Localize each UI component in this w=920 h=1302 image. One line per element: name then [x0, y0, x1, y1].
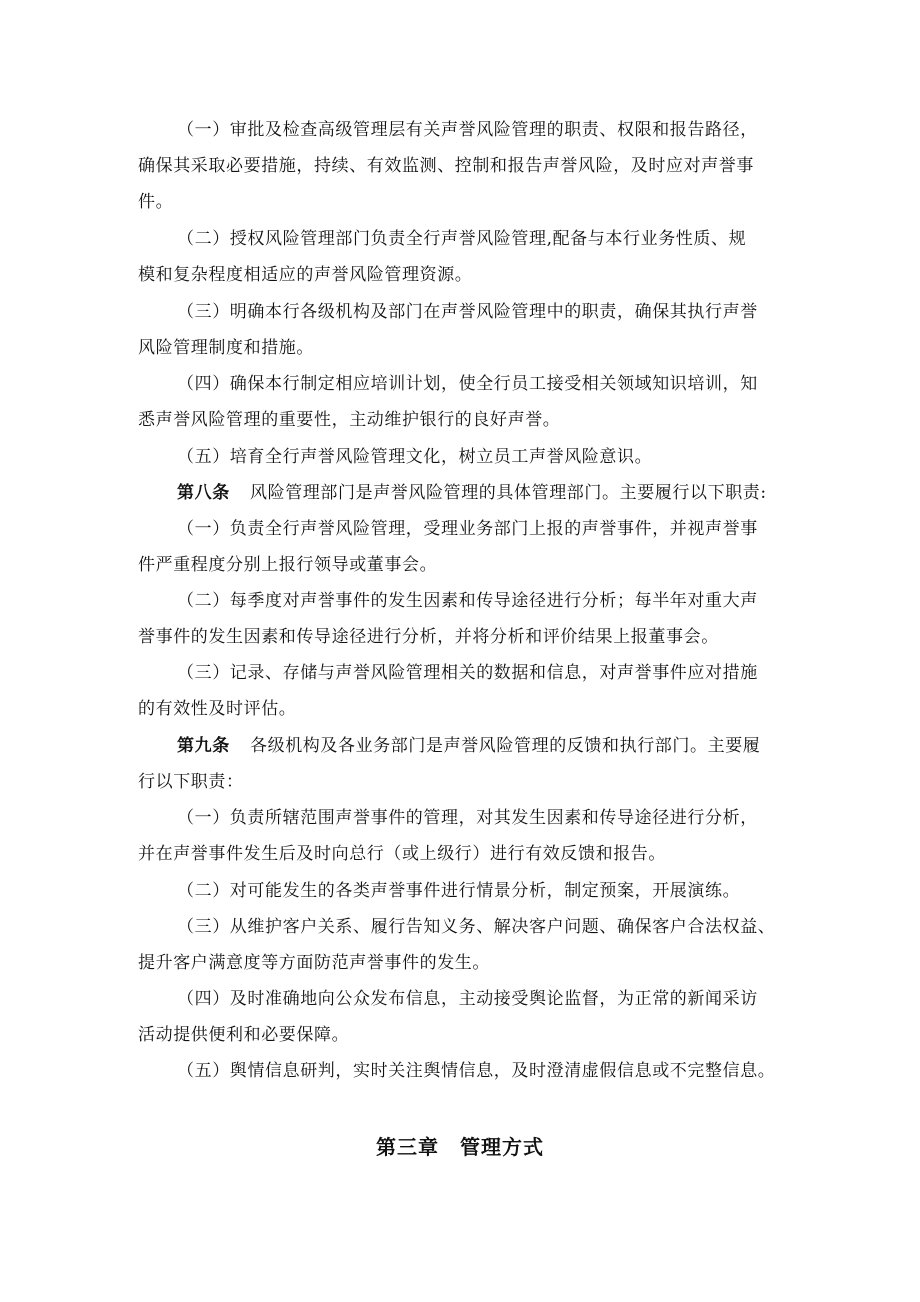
article-8-heading: 第八条 [177, 483, 230, 503]
paragraph-line: （二）对可能发生的各类声誉事件进行情景分析，制定预案，开展演练。 [177, 881, 741, 901]
paragraph-line: 并在声誉事件发生后及时向总行（或上级行）进行有效反馈和报告。 [138, 844, 666, 864]
paragraph-line: （五）培育全行声誉风险管理文化，树立员工声誉风险意识。 [177, 447, 653, 467]
paragraph-line: 活动提供便利和必要保障。 [138, 1025, 350, 1045]
paragraph-line: （五）舆情信息研判，实时关注舆情信息，及时澄清虚假信息或不完整信息。 [177, 1061, 776, 1081]
paragraph-line: 提升客户满意度等方面防范声誉事件的发生。 [138, 953, 490, 973]
paragraph-line: （二）每季度对声誉事件的发生因素和传导途径进行分析；每半年对重大声 [177, 591, 758, 611]
paragraph-line: 行以下职责： [138, 772, 244, 792]
paragraph-line: （三）明确本行各级机构及部门在声誉风险管理中的职责，确保其执行声誉 [177, 302, 758, 322]
paragraph-line: 的有效性及时评估。 [138, 699, 297, 719]
paragraph-line: 件严重程度分别上报行领导或董事会。 [138, 555, 438, 575]
paragraph-line: （二）授权风险管理部门负责全行声誉风险管理,配备与本行业务性质、规 [177, 229, 747, 249]
paragraph-line: 风险管理制度和措施。 [138, 338, 314, 358]
paragraph-line: 誉事件的发生因素和传导途径进行分析，并将分析和评价结果上报董事会。 [138, 627, 719, 647]
paragraph-line: 模和复杂程度相适应的声誉风险管理资源。 [138, 265, 473, 285]
paragraph-line: （一）负责所辖范围声誉事件的管理，对其发生因素和传导途径进行分析， [177, 808, 758, 828]
paragraph-line: （一）审批及检查高级管理层有关声誉风险管理的职责、权限和报告路径， [177, 120, 758, 140]
paragraph-line: 悉声誉风险管理的重要性，主动维护银行的良好声誉。 [138, 410, 561, 430]
paragraph-line: （四）确保本行制定相应培训计划，使全行员工接受相关领域知识培训，知 [177, 374, 758, 394]
paragraph-line: 各级机构及各业务部门是声誉风险管理的反馈和执行部门。主要履 [250, 736, 761, 756]
paragraph-line: （三）从维护客户关系、履行告知义务、解决客户问题、确保客户合法权益、 [177, 917, 776, 937]
chapter-title: 第三章 管理方式 [376, 1135, 544, 1159]
paragraph-line: 件。 [138, 192, 174, 212]
paragraph-line: 确保其采取必要措施，持续、有效监测、控制和报告声誉风险，及时应对声誉事 [138, 156, 754, 176]
paragraph-line: 风险管理部门是声誉风险管理的具体管理部门。主要履行以下职责: [250, 483, 767, 503]
paragraph-line: （三）记录、存储与声誉风险管理相关的数据和信息，对声誉事件应对措施 [177, 663, 758, 683]
article-9-heading: 第九条 [177, 736, 230, 756]
paragraph-line: （一）负责全行声誉风险管理，受理业务部门上报的声誉事件，并视声誉事 [177, 519, 758, 539]
paragraph-line: （四）及时准确地向公众发布信息，主动接受舆论监督，为正常的新闻采访 [177, 989, 758, 1009]
